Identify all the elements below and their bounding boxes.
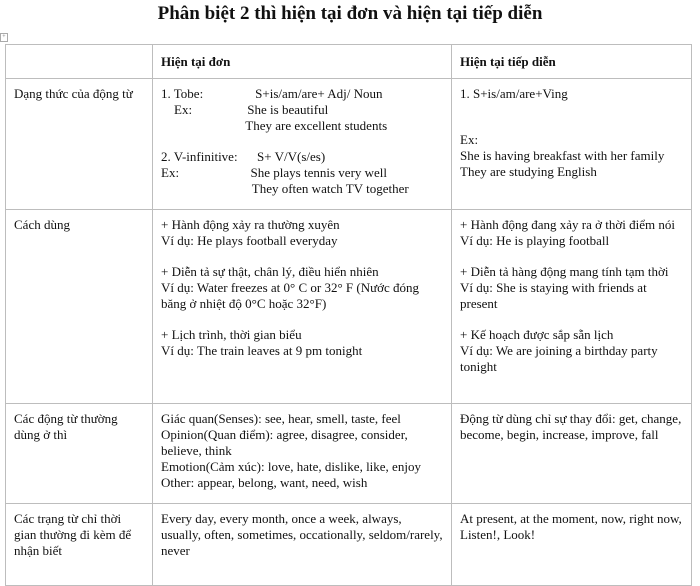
- simple-adverbs-cell: Every day, every month, once a week, always, usually, often, sometimes, occationally, seldom/rarely, never: [153, 504, 452, 586]
- table-header-row: [6, 45, 692, 79]
- header-empty-cell: [6, 45, 153, 79]
- cell-line: They are excellent students: [161, 118, 388, 133]
- cell-line: She is having breakfast with her family: [460, 148, 665, 163]
- cell-line: Ví dụ: He is playing football: [460, 233, 610, 248]
- table-move-handle-icon[interactable]: +: [0, 33, 8, 42]
- continuous-form-cell: [452, 79, 692, 210]
- cell-line: Ví dụ: We are joining a birthday party tonight: [460, 343, 658, 374]
- cell-line: Opinion(Quan điểm): agree, disagree, consider, believe, think: [161, 427, 408, 458]
- cell-line: Ex:: [460, 132, 479, 147]
- cell-line: Ví dụ: The train leaves at 9 pm tonight: [161, 343, 363, 358]
- header-present-continuous: Hiện tại tiếp diễn: [452, 45, 692, 79]
- document-title: Phân biệt 2 thì hiện tại đơn và hiện tại tiếp diễn: [157, 3, 543, 24]
- cell-line: Giác quan(Senses): see, hear, smell, taste, feel: [161, 411, 401, 426]
- continuous-verbs-cell: Động từ dùng chỉ sự thay đổi: get, change, become, begin, increase, improve, fall: [452, 404, 692, 504]
- cell-line: 1. S+is/am/are+Ving: [460, 86, 568, 101]
- simple-verbs-cell: [153, 404, 452, 504]
- table-row: [6, 210, 692, 404]
- row-label: Dạng thức của động từ: [6, 79, 153, 210]
- table-row: [6, 79, 692, 210]
- row-label: Các động từ thường dùng ở thì: [6, 404, 153, 504]
- table-row: [6, 504, 692, 586]
- simple-usage-cell: [153, 210, 452, 404]
- cell-line: They often watch TV together: [161, 181, 409, 196]
- cell-line: Ví dụ: Water freezes at 0° C or 32° F (Nước đóng băng ở nhiệt độ 0°C hoặc 32°F): [161, 280, 420, 311]
- comparison-table: [5, 44, 692, 586]
- row-label: Các trạng từ chỉ thời gian thường đi kèm để nhận biết: [6, 504, 153, 586]
- cell-line: 2. V-infinitive: S+ V/V(s/es): [161, 149, 326, 164]
- continuous-usage-cell: [452, 210, 692, 404]
- cell-line: 1. Tobe: S+is/am/are+ Adj/ Noun: [161, 86, 383, 101]
- simple-form-cell: [153, 79, 452, 210]
- cell-line: They are studying English: [460, 164, 597, 179]
- cell-line: + Diễn tả sự thật, chân lý, điều hiển nhiên: [161, 264, 379, 279]
- continuous-adverbs-cell: At present, at the moment, now, right now, Listen!, Look!: [452, 504, 692, 586]
- cell-line: + Kế hoạch được sắp sẵn lịch: [460, 327, 614, 342]
- cell-line: Emotion(Cảm xúc): love, hate, dislike, like, enjoy: [161, 459, 421, 474]
- cell-line: + Hành động đang xảy ra ở thời điểm nói: [460, 217, 675, 232]
- cell-line: + Lịch trình, thời gian biểu: [161, 327, 302, 342]
- cell-line: Ví dụ: She is staying with friends at present: [460, 280, 647, 311]
- cell-line: Ex: She plays tennis very well: [161, 165, 388, 180]
- cell-line: Ex: She is beautiful: [161, 102, 329, 117]
- cell-line: + Hành động xảy ra thường xuyên: [161, 217, 340, 232]
- cell-line: Ví dụ: He plays football everyday: [161, 233, 338, 248]
- cell-line: Other: appear, belong, want, need, wish: [161, 475, 368, 490]
- row-label: Cách dùng: [6, 210, 153, 404]
- cell-line: + Diễn tả hàng động mang tính tạm thời: [460, 264, 669, 279]
- header-simple-present: Hiện tại đơn: [153, 45, 452, 79]
- table-row: [6, 404, 692, 504]
